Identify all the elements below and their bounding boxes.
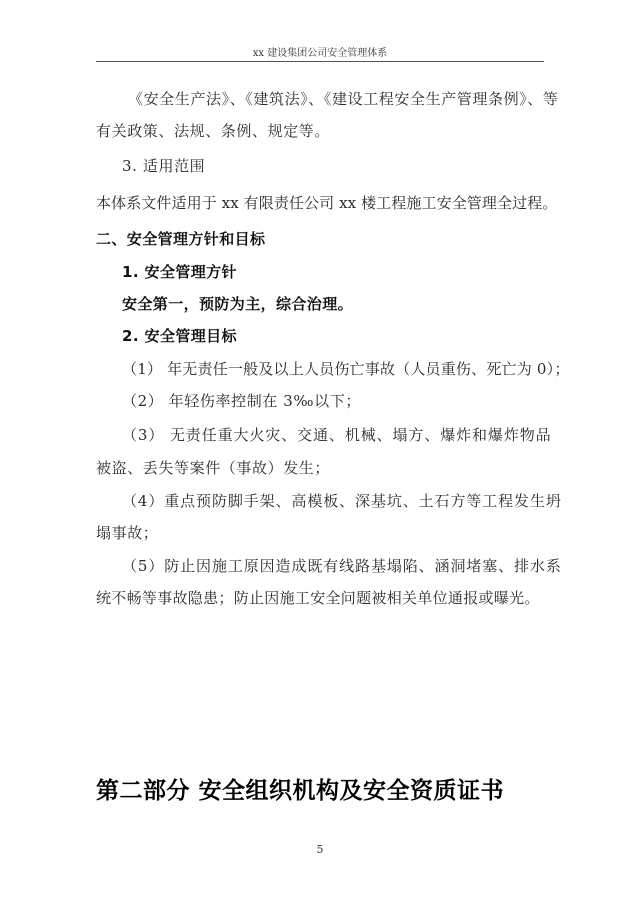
subheading-goals: 2. 安全管理目标 xyxy=(122,327,237,345)
part-title: 第二部分 安全组织机构及安全资质证书 xyxy=(96,778,505,804)
subheading-scope: 3. 适用范围 xyxy=(122,157,206,175)
basis-text-line-1: 《安全生产法》、《建筑法》、《建设工程安全生产管理条例》、等 xyxy=(128,90,559,108)
goal-item-2: （2） 年轻伤率控制在 3‰以下； xyxy=(122,392,361,410)
basis-text-line-2: 有关政策、法规、条例、规定等。 xyxy=(96,122,331,140)
running-header: xx 建设集团公司安全管理体系 xyxy=(252,48,388,59)
goal-item-3-line-1: （3） 无责任重大火灾、交通、机械、塌方、爆炸和爆炸物品 xyxy=(122,426,552,444)
scope-text: 本体系文件适用于 xx 有限责任公司 xx 楼工程施工安全管理全过程。 xyxy=(96,194,558,212)
policy-text: 安全第一，预防为主，综合治理。 xyxy=(122,295,354,313)
goal-item-1: （1） 年无责任一般及以上人员伤亡事故（人员重伤、死亡为 0）； xyxy=(122,360,570,378)
goal-item-3-line-2: 被盗、丢失等案件（事故）发生； xyxy=(96,459,331,477)
goal-item-5-line-2: 统不畅等事故隐患；防止因施工安全问题被相关单位通报或曝光。 xyxy=(96,589,540,607)
section-heading-policy-goals: 二、安全管理方针和目标 xyxy=(96,230,266,248)
goal-item-4-line-1: （4）重点预防脚手架、高模板、深基坑、土石方等工程发生坍 xyxy=(122,492,562,510)
subheading-policy: 1. 安全管理方针 xyxy=(122,263,237,281)
goal-item-5-line-1: （5）防止因施工原因造成既有线路基塌陷、涵洞堵塞、排水系 xyxy=(122,557,562,575)
page-number: 5 xyxy=(316,843,324,856)
goal-item-4-line-2: 塌事故； xyxy=(96,524,159,542)
header-rule xyxy=(96,61,544,62)
